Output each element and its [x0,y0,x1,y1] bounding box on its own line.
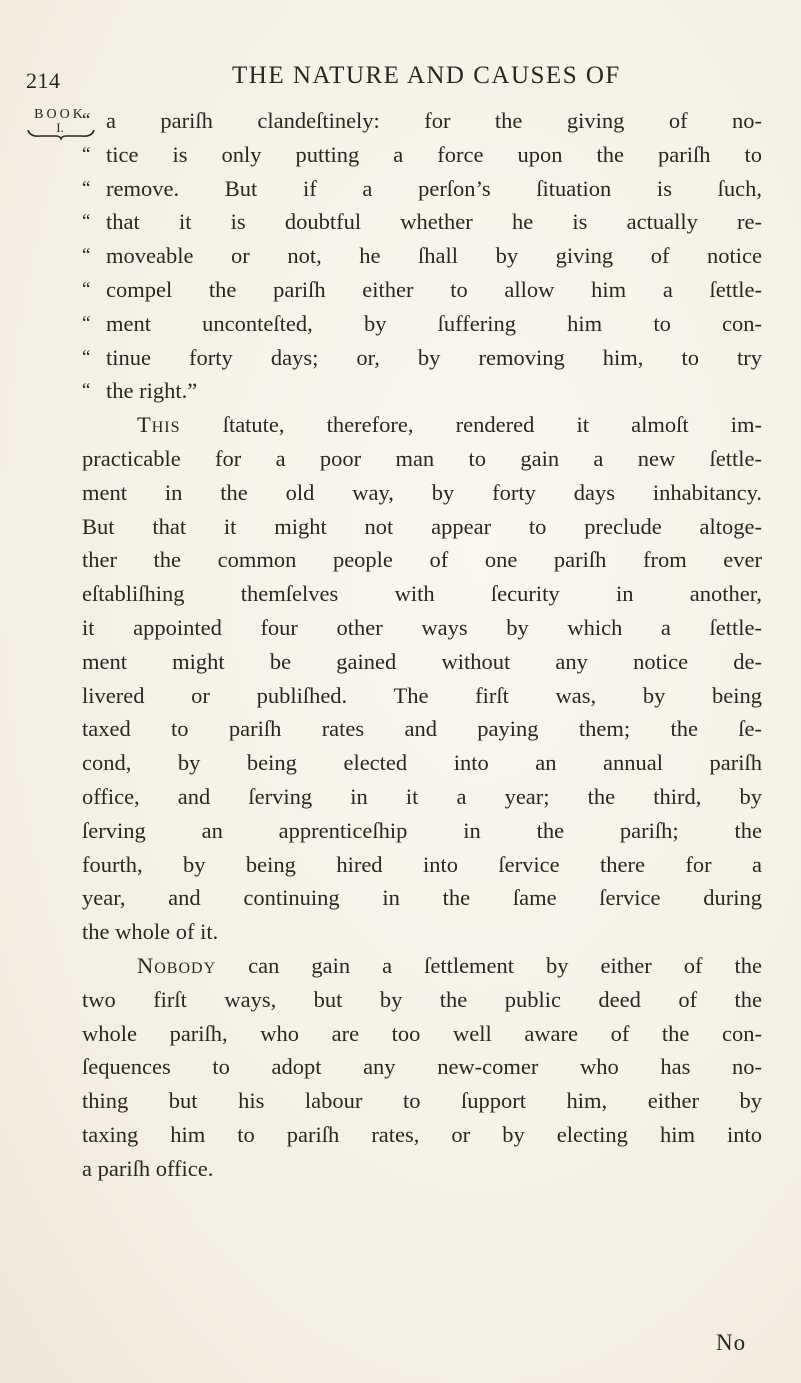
quote-line-text: a pariſh clandeſtinely: for the giving of no- [106,108,762,133]
quote-line [82,307,762,341]
paragraph-line: two firſt ways, but by the public deed of the [82,986,762,1012]
quote-line [82,172,762,206]
paragraph-line: ment in the old way, by forty days inhabitancy. [82,479,762,505]
paragraph-line: year, and continuing in the ſame ſervice during [82,885,762,911]
paragraph-first-line [82,408,762,442]
quote-mark: “ [82,380,91,402]
paragraph-line-text: ſtatute, therefore, rendered it almoſt im- [222,412,763,438]
paragraph-line: ſerving an apprenticeſhip in the pariſh; the [82,817,762,843]
quote-mark: “ [82,346,91,368]
paragraph-line-text: can gain a ſettlement by either of the [248,952,762,978]
quote-mark: “ [82,312,91,334]
paragraph-line: thing but his labour to ſupport him, either by [82,1088,762,1114]
paragraph-line: taxing him to pariſh rates, or by electing him into [82,1121,762,1147]
book-label-text: BOOK [34,107,86,122]
quote-line-text: remove. But if a perſon’s ſituation is ſuch, [106,175,762,201]
quote-line [82,138,762,172]
quote-line [82,205,762,239]
quote-line-text: moveable or not, he ſhall by giving of notice [106,243,762,269]
page-number: 214 [26,68,61,93]
quotation-block [82,104,762,408]
quote-mark: “ [82,143,91,165]
running-title: THE NATURE AND CAUSES OF [232,62,621,89]
quote-mark: “ [82,278,91,300]
quote-mark: “ [82,211,91,233]
paragraph-one [82,442,762,949]
paragraph-line: fourth, by being hired into ſervice there for a [82,851,762,877]
paragraph-line: cond, by being elected into an annual pariſh [82,750,762,776]
quote-line [82,104,762,138]
quote-mark: “ [82,245,91,267]
body-text [82,104,762,1186]
paragraph-lead-word: Nobody [137,952,217,978]
paragraph-line: the whole of it. [82,919,219,945]
paragraph-line: a pariſh office. [82,1155,214,1181]
paragraph-line: livered or publiſhed. The firſt was, by being [82,682,762,708]
quote-line-text: that it is doubtful whether he is actually re- [106,209,762,235]
paragraph-line: office, and ſerving in it a year; the third, by [82,783,762,809]
paragraph-line: ther the common people of one pariſh from ever [82,547,762,573]
quote-line [82,374,762,408]
quote-line [82,341,762,375]
book-number: I. [56,120,64,135]
paragraph-line: practicable for a poor man to gain a new ſettle- [82,445,762,471]
quote-mark: “ [82,110,91,131]
quote-line-text: compel the pariſh either to allow him a ſettle- [106,276,762,302]
paragraph-line: taxed to pariſh rates and paying them; the ſe- [82,716,762,742]
paragraph-line: ment might be gained without any notice de- [82,648,762,674]
paragraph-line: ſequences to adopt any new-comer who has no- [82,1054,762,1080]
paragraph-line: But that it might not appear to preclude altoge- [82,513,762,539]
paragraph-lead-word: This [137,412,181,438]
quote-line-text: tice is only putting a force upon the pariſh to [106,141,762,167]
paragraph-first-line [82,949,762,983]
paragraph-two [82,983,762,1186]
paragraph-line: eſtabliſhing themſelves with ſecurity in another, [82,581,762,607]
quote-line-text: tinue forty days; or, by removing him, to try [106,344,762,370]
quote-line-text: the right.” [106,378,198,404]
paragraph-line: whole pariſh, who are too well aware of the con- [82,1020,762,1046]
quote-mark: “ [82,177,91,199]
page-header [0,60,801,100]
catchword: No [716,1330,747,1355]
quote-line-text: ment unconteſted, by ſuffering him to con- [106,310,762,336]
paragraph-line: it appointed four other ways by which a ſettle- [82,614,762,640]
quote-line [82,273,762,307]
quote-line [82,239,762,273]
